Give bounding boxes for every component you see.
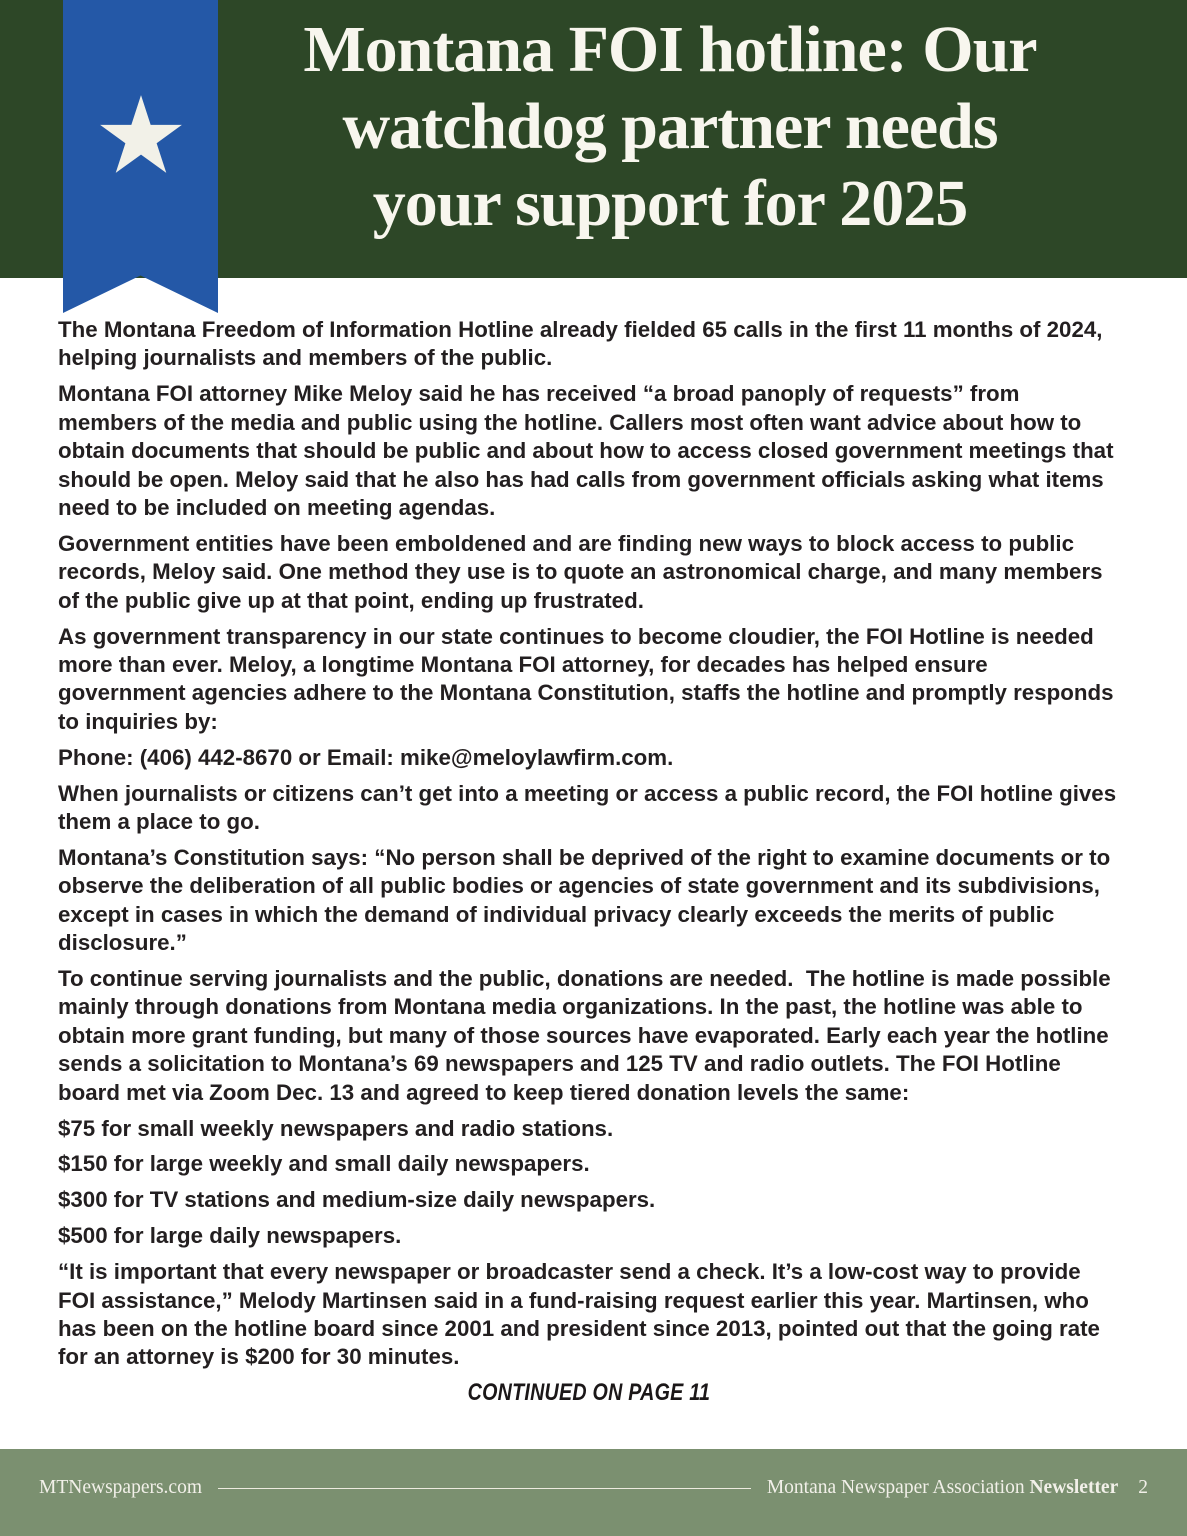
article-headline [220,0,1120,242]
footer-org-name: Montana Newspaper Association [766,1477,1025,1498]
bookmark-ribbon [63,0,218,313]
donation-tier-item: $300 for TV stations and medium-size daily newspapers. [58,1187,656,1213]
footer-newsletter-label: Newsletter [1029,1477,1119,1498]
article-paragraph: Montana FOI attorney Mike Meloy said he has received “a broad panoply of requests” from members of the media and public using the hotline. Callers most often want advice about how to obtain documents that should be public and about how to access closed government meetings that should be open. Meloy said that he also has had calls from government officials asking what items need to be included on meeting agendas. [58,381,1120,520]
article-paragraph: As government transparency in our state continues to become cloudier, the FOI Hotline is needed more than ever. Meloy, a longtime Montana FOI attorney, for decades has helped ensure government agencies adhere to the Montana Constitution, staffs the hotline and promptly responds to inquiries by: [58,623,1120,734]
article-paragraph: When journalists or citizens can’t get into a meeting or access a public record, the FOI hotline gives them a place to go. [58,780,1123,834]
footer-band [0,1449,1187,1536]
footer-site-url: MTNewspapers.com [39,1477,202,1498]
article-body [0,278,1187,1407]
article-paragraph: Government entities have been emboldened and are finding new ways to block access to public records, Meloy said. One method they use is to quote an astronomical charge, and many members of the public give up at that point, ending up frustrated. [58,530,1109,613]
article-paragraph: Montana’s Constitution says: “No person shall be deprived of the right to examine documents or to observe the deliberation of all public bodies or agencies of state government and its subdivisions, except in cases in which the demand of individual privacy clearly exceeds the merits of public disclosure.” [58,844,1117,956]
article-paragraph: The Montana Freedom of Information Hotline already fielded 65 calls in the first 11 months of 2024, helping journalists and members of the public. [58,317,1109,371]
article-paragraph: “It is important that every newspaper or broadcaster send a check. It’s a low-cost way to provide FOI assistance,” Melody Martinsen said in a fund-raising request earlier this year. Martinsen, who has been on the hotline board since 2001 and president since 2013, pointed out that the going rate for an attorney is $200 for 30 minutes. [58,1259,1107,1370]
header-band [0,0,1187,278]
star-icon [98,88,184,184]
continued-note-text: CONTINUED ON PAGE 11 [467,1379,711,1407]
footer-page-number: 2 [1138,1477,1148,1498]
headline-line-3: your support for 2025 [372,167,968,240]
footer-org [767,1477,1118,1499]
article-paragraph: To continue serving journalists and the public, donations are needed. The hotline is made possible mainly through donations from Montana media organizations. In the past, the hotline was able to obtain more grant funding, but many of those sources have evaporated. Early each year the hotline sends a solicitation to Montana’s 69 newspapers and 125 TV and radio outlets. The FOI Hotline board met via Zoom Dec. 13 and agreed to keep tiered donation levels the same: [58,966,1117,1105]
donation-tier-item: $500 for large daily newspapers. [58,1223,402,1249]
donation-tier-item: $150 for large weekly and small daily newspapers. [58,1151,590,1177]
continued-note [58,1379,1120,1407]
footer-divider-line [218,1488,751,1489]
headline-line-2: watchdog partner needs [342,90,998,163]
article-paragraph-contact: Phone: (406) 442-8670 or Email: mike@meloylawfirm.com. [58,744,674,770]
donation-tier-item: $75 for small weekly newspapers and radio stations. [58,1115,614,1141]
headline-line-1: Montana FOI hotline: Our [303,13,1037,86]
